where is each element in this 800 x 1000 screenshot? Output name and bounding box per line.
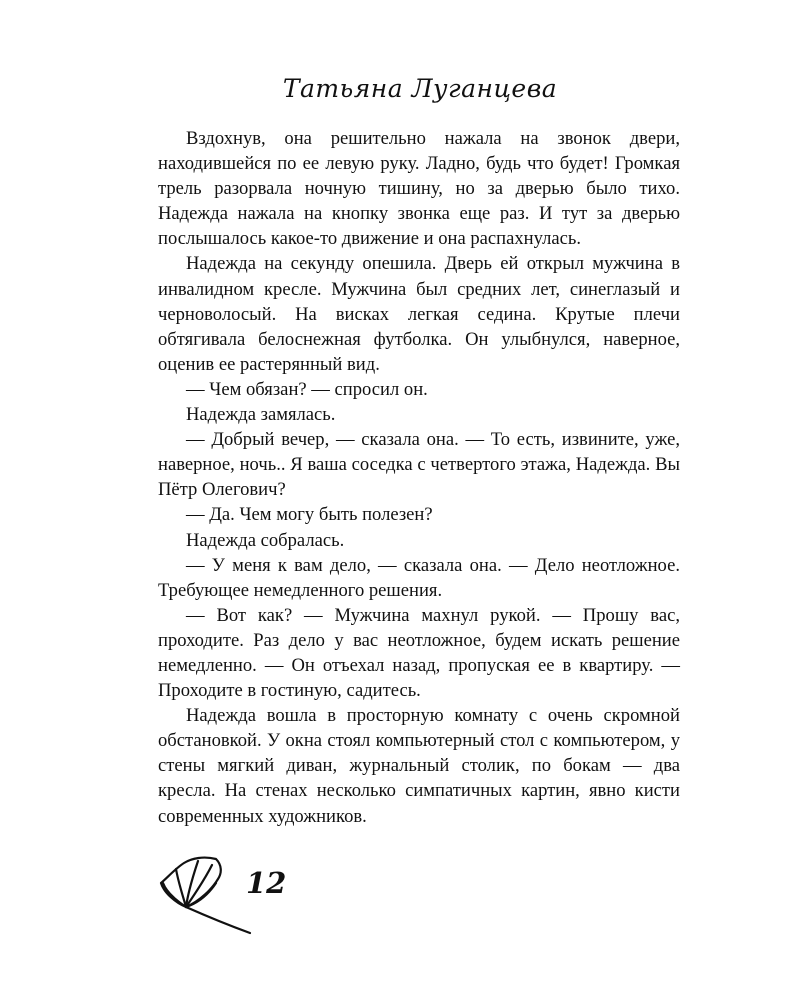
paragraph: Надежда собралась. xyxy=(186,529,345,551)
paragraph: — У меня к вам дело, — сказала она. — Дело неотложное. Требующее немедленного решения. xyxy=(158,554,680,601)
paragraph: Надежда замялась. xyxy=(186,404,336,426)
paragraph: — Да. Чем могу быть полезен? xyxy=(186,504,433,526)
page-number: 12 xyxy=(246,866,287,900)
paragraph: — Добрый вечер, — сказала она. — То есть, извините, уже, наверное, ночь.. Я ваша соседка с четвертого этажа, Надежда. Вы Пётр Олегович? xyxy=(158,429,680,501)
paragraph: Вздохнув, она решительно нажала на звонок двери, находившейся по ее левую руку. Ладно, будь что будет! Громкая трель разорвала ночную тишину, но за дверью было тихо. Надежда нажала на кнопку звонка еще раз. И тут за дверью послышалось какое-то движение и она распахнулась. xyxy=(158,128,680,250)
body-text xyxy=(158,126,680,829)
running-head-author: Татьяна Луганцева xyxy=(282,74,558,103)
paragraph: — Вот как? — Мужчина махнул рукой. — Прошу вас, проходите. Раз дело у вас неотложное, будем искать решение немедленно. — Он отъехал назад, пропуская ее в квартиру. — Проходите в гостиную, садитесь. xyxy=(158,604,680,702)
paragraph: — Чем обязан? — спросил он. xyxy=(186,378,428,400)
paragraph: Надежда вошла в просторную комнату с очень скромной обстановкой. У окна стоял компьютерный стол с компьютером, у стены мягкий диван, журнальный столик, по бокам — два кресла. На стенах несколько симпатичных картин, явно кисти современных художников. xyxy=(158,705,680,827)
paragraph: Надежда на секунду опешила. Дверь ей открыл мужчина в инвалидном кресле. Мужчина был средних лет, синеглазый и черноволосый. На висках легкая седина. Крутые плечи обтягивала белоснежная футболка. Он улыбнулся, наверное, оценив ее растерянный вид. xyxy=(158,253,680,375)
